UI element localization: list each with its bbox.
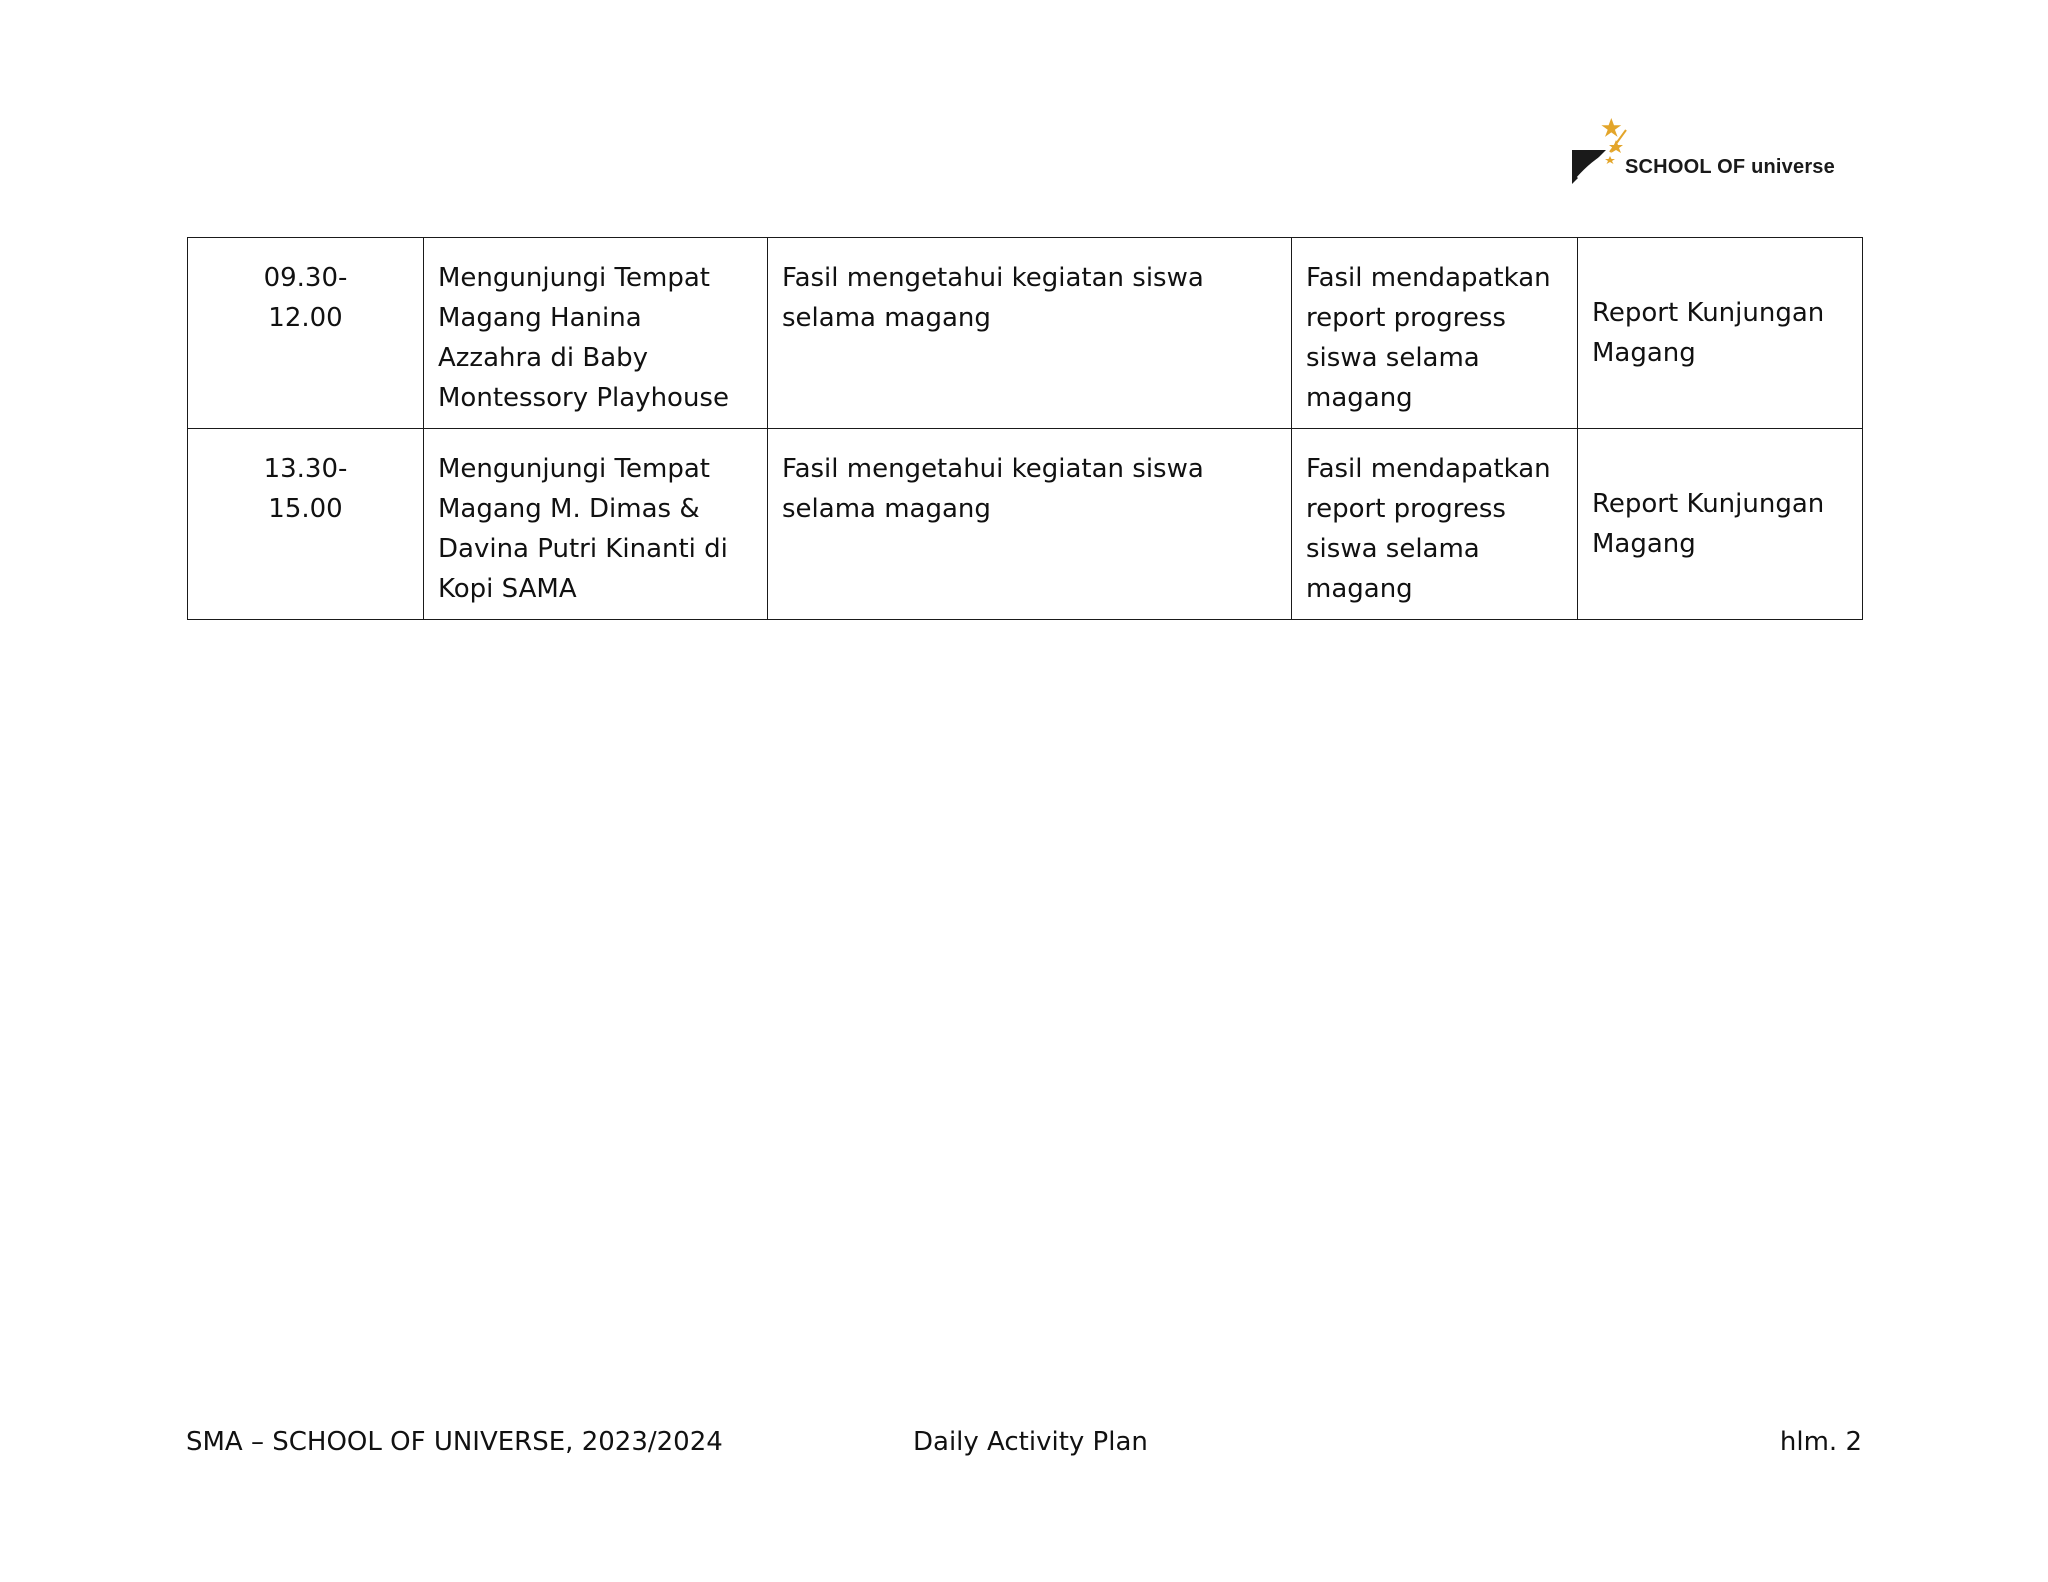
footer-school-year: SMA – SCHOOL OF UNIVERSE, 2023/2024 [186,1427,723,1457]
objective-cell: Fasil mengetahui kegiatan siswa selama magang [768,429,1292,620]
time-cell [188,429,424,620]
objective-cell: Fasil mengetahui kegiatan siswa selama magang [768,238,1292,429]
school-logo-mark-icon [1570,116,1630,188]
footer-page-number: hlm. 2 [1779,1427,1862,1457]
time-end: 15.00 [268,494,343,524]
time-start: 09.30- [263,263,348,293]
time-cell [188,238,424,429]
activity-cell: Mengunjungi Tempat Magang Hanina Azzahra di Baby Montessory Playhouse [424,238,768,429]
school-logo-text: SCHOOL OF universe [1625,156,1835,178]
table-row [188,429,1863,620]
time-start: 13.30- [263,454,348,484]
activity-cell: Mengunjungi Tempat Magang M. Dimas & Davina Putri Kinanti di Kopi SAMA [424,429,768,620]
school-logo [1570,116,1850,188]
output-cell: Report Kunjungan Magang [1578,429,1863,620]
output-cell: Report Kunjungan Magang [1578,238,1863,429]
table-row [188,238,1863,429]
time-end: 12.00 [268,303,343,333]
footer-document-title: Daily Activity Plan [913,1427,1148,1457]
activity-plan-table [187,237,1863,620]
outcome-cell: Fasil mendapatkan report progress siswa selama magang [1292,238,1578,429]
outcome-cell: Fasil mendapatkan report progress siswa selama magang [1292,429,1578,620]
